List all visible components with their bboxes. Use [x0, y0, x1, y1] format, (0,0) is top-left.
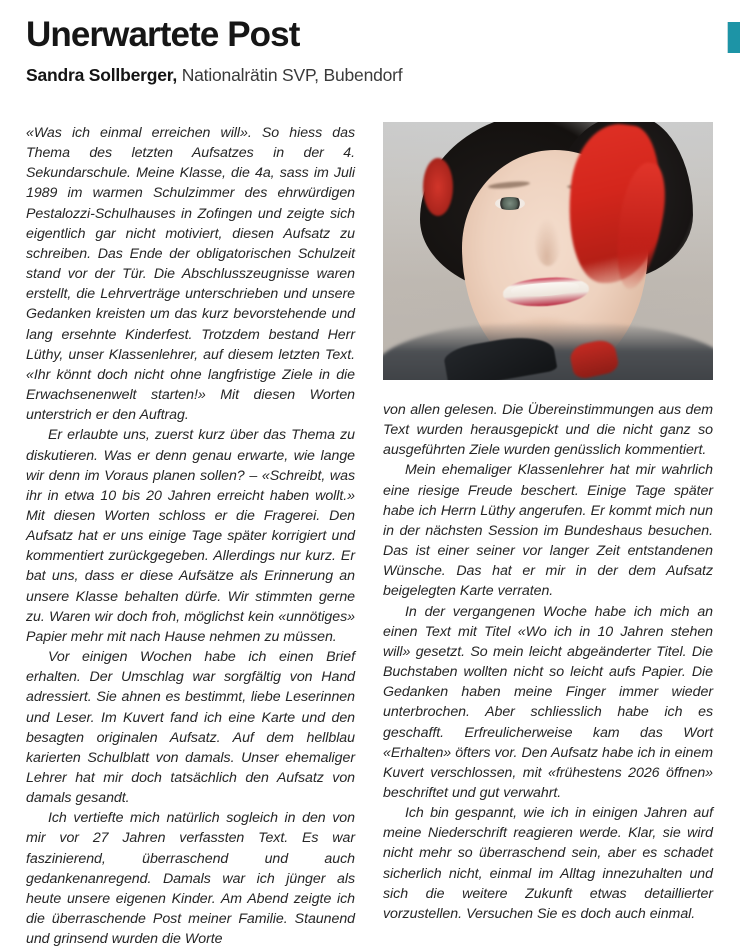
- paragraph: Mein ehemaliger Klassenlehrer hat mir wahrlich eine riesige Freude beschert. Einige Tage später habe ich Herrn Lüthy angerufen. Er kommt mich nun in der nächsten Session im Bundeshaus besuchen. Das ist einer seiner vor langer Zeit entstandenen Wünsche. Das hat er mir in der dem Aufsatz beigelegten Karte verraten.: [383, 462, 713, 600]
- article-column-right: [383, 400, 713, 924]
- accent-tab: [727, 22, 740, 53]
- portrait-photo-image: [383, 122, 713, 380]
- page-title: Unerwartete Post: [26, 15, 300, 54]
- paragraph: Ich bin gespannt, wie ich in einigen Jahren auf meine Niederschrift reagieren werde. Klar, sie wird nicht mehr so überraschend sein, aber es schadet sicherlich nicht, einmal im Alltag innezuhalten und sich die weitere Zukunft etwas detaillierter vorzustellen. Versuchen Sie es doch auch einmal.: [383, 805, 713, 922]
- article-header: [26, 16, 526, 86]
- photo-nose: [535, 218, 561, 266]
- byline: [26, 65, 526, 86]
- photo-eye-left: [495, 197, 525, 210]
- paragraph: «Was ich einmal erreichen will». So hiess das Thema des letzten Aufsatzes in der 4. Sekundarschule. Meine Klasse, die 4a, sass im Juli 1989 im warmen Schulzimmer des ehrwürdigen Pestalozzi-Schulhauses in Zofingen und zeigte sich eigentlich gar nicht motiviert, diesen Aufsatz zu schreiben. Das Ende der obligatorischen Schulzeit stand vor der Tür. Die Abschlusszeugnisse waren erstellt, die Lehrverträge unterschrieben und unsere Gedanken kreisten um das kurz bevorstehende und lang ersehnte Kinderfest. Trotzdem bestand Herr Lüthy, unser Klassenlehrer, auf diesem letzten Text. «Ihr könnt doch nicht ohne langfristige Ziele in die Erwachsenenwelt starten!» Mit diesen Worten unterstrich er den Auftrag.: [26, 125, 355, 424]
- paragraph: In der vergangenen Woche habe ich mich an einen Text mit Titel «Wo ich in 10 Jahren stehen will» gesetzt. So mein leicht abgeänderter Titel. Die Buchstaben wollten nicht so leicht aufs Papier. Die Gedanken haben meine Finger immer wieder unterbrochen. Aber schliesslich habe ich es geschafft. Erfreulicherweise kam das Wort «Erhalten» öfters vor. Den Aufsatz habe ich in einem Kuvert verschlossen, mit «frühestens 2026 öffnen» beschriftet und gut verwahrt.: [383, 603, 713, 801]
- paragraph: Ich vertiefte mich natürlich sogleich in den von mir vor 27 Jahren verfassten Text. Es war faszinierend, überraschend und auch gedankenanregend. Damals war ich jünger als heute unsere eigenen Kinder. Am Abend zeigte ich die überraschende Post meiner Familie. Staunend und grinsend wurden die Worte: [26, 810, 355, 948]
- paragraph: Vor einigen Wochen habe ich einen Brief erhalten. Der Umschlag war sorgfältig von Hand adressiert. Sie ahnen es bestimmt, liebe Leserinnen und Leser. Im Kuvert fand ich eine Karte und den besagten originalen Aufsatz. Auf dem hellblau karierten Schulblatt von damals. Unser ehemaliger Lehrer hat mir doch tatsächlich den Aufsatz von damals gesandt.: [26, 649, 355, 807]
- byline-author-role: Nationalrätin SVP, Bubendorf: [177, 65, 403, 85]
- paragraph: Er erlaubte uns, zuerst kurz über das Thema zu diskutieren. Was er denn genau erwarte, wie lange wir denn im Voraus planen sollen? – «Schreibt, was ihr in etwa 10 bis 20 Jahren erreicht haben wollt.» Mit diesen Worten schloss er die Fragerei. Den Aufsatz hat er uns einige Tage später korrigiert und kommentiert zurückgegeben. Allerdings nur kurz. Er bat uns, dass er diese Aufsätze als Erinnerung an unsere Klasse behalten dürfe. Wir stimmten gerne zu. Waren wir doch froh, möglichst kein «unnötiges» Papier mehr mit nach Hause nehmen zu müssen.: [26, 427, 355, 645]
- byline-author-name: Sandra Sollberger,: [26, 65, 178, 85]
- photo-hair-red-side: [423, 158, 453, 216]
- paragraph: von allen gelesen. Die Übereinstimmungen aus dem Text wurden herausgepickt und die nicht ganz so ausgeführten Ziele wurden genüsslich kommentiert.: [383, 402, 713, 459]
- article-column-left: [26, 123, 355, 949]
- portrait-photo: [383, 122, 713, 380]
